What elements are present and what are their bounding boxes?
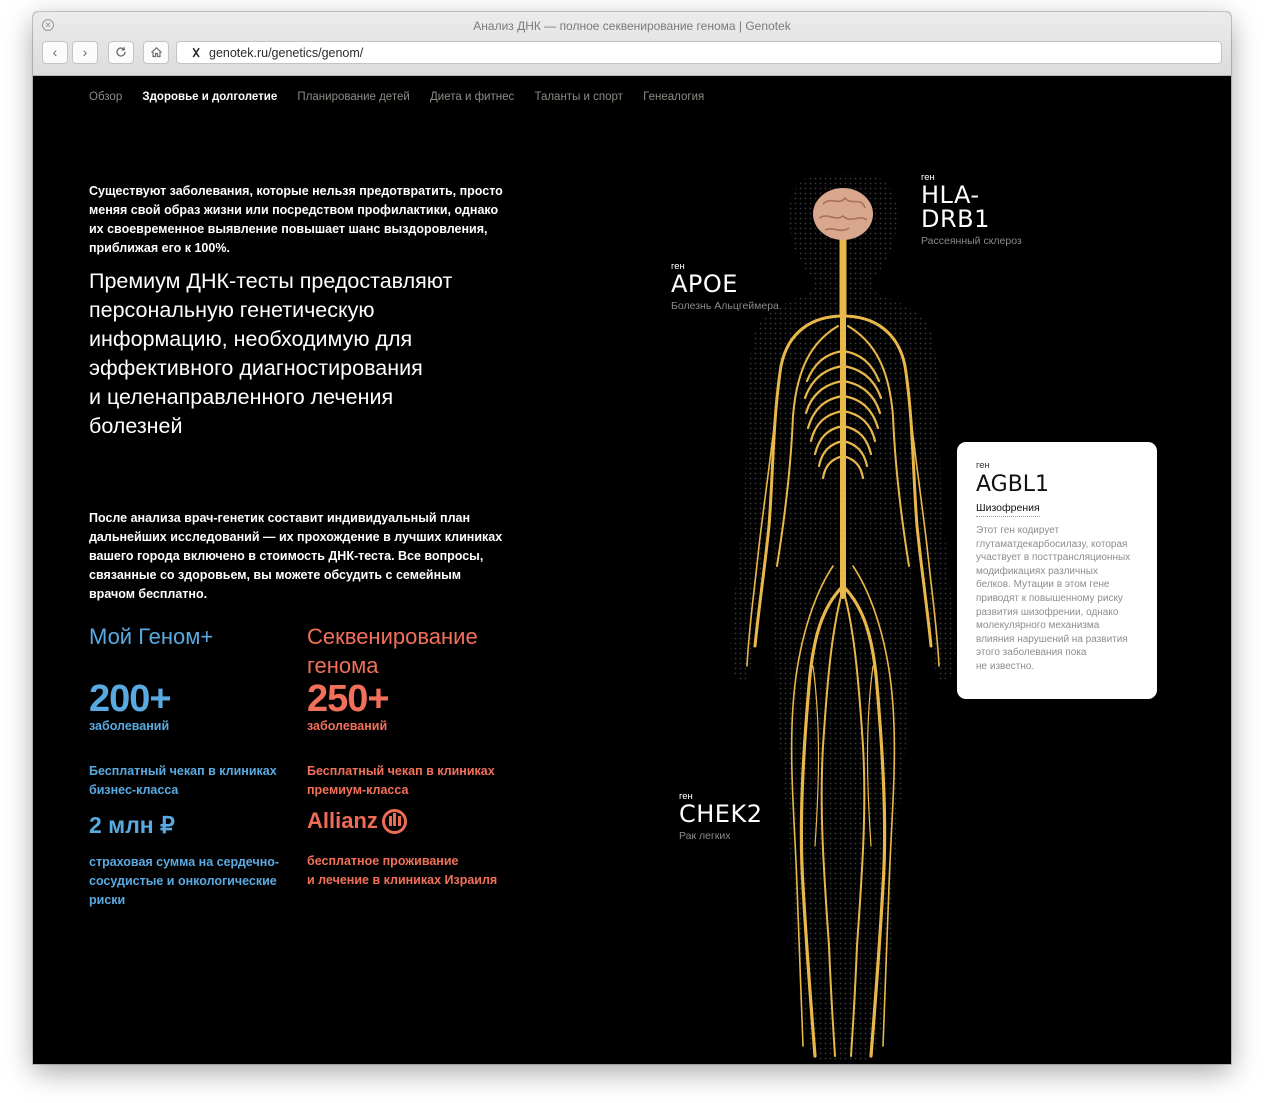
insurance-line: страховая сумма на сердечно-: [89, 855, 280, 869]
checkup-line: Бесплатный чекап в клиниках: [307, 764, 495, 778]
insurance-line: риски: [89, 893, 126, 907]
headline: [89, 267, 489, 441]
gene-name: AGBL1: [976, 472, 1050, 497]
window-title: Анализ ДНК — полное секвенирование генома | Genotek: [473, 19, 791, 33]
product-genome-plus[interactable]: [89, 622, 299, 910]
gene-label-hla[interactable]: [921, 172, 1022, 247]
product-title: Мой Геном+: [89, 624, 214, 649]
desc-line: не известно.: [976, 660, 1035, 672]
back-button[interactable]: ‹: [42, 41, 68, 64]
israel-line: и лечение в клиниках Израиля: [307, 873, 498, 887]
browser-toolbar: [33, 12, 1231, 76]
product-title: [307, 622, 527, 680]
home-button[interactable]: [143, 41, 169, 64]
nav-item-talents[interactable]: Таланты и спорт: [534, 91, 623, 103]
headline-line: и целенаправленного лечения: [89, 385, 394, 409]
doctor-line: дальнейших исследований — их прохождение в лучших клиниках: [89, 530, 503, 544]
reload-button[interactable]: [108, 41, 134, 64]
disease-count: 250+: [307, 678, 389, 720]
site-favicon-icon: 𐌗: [192, 46, 201, 60]
address-bar[interactable]: [176, 41, 1222, 64]
close-tab-icon[interactable]: ×: [42, 19, 54, 31]
nav-item-family-planning[interactable]: Планирование детей: [297, 91, 410, 103]
gene-disease: Рассеянный склероз: [921, 235, 1022, 247]
gene-description: [976, 524, 1146, 674]
browser-window: [33, 12, 1231, 1064]
gene-name: APOE: [671, 270, 738, 298]
disease-count-label: заболеваний: [307, 719, 388, 733]
section-nav: [89, 91, 721, 103]
insurance-note: [89, 853, 299, 910]
gene-label-apoe[interactable]: [671, 261, 779, 312]
disease-count: 200+: [89, 678, 171, 720]
forward-button[interactable]: ›: [72, 41, 98, 64]
gene-disease: Рак легких: [679, 830, 731, 842]
intro-line: Существуют заболевания, которые нельзя предотвратить, просто: [89, 184, 503, 198]
product-sequencing[interactable]: [307, 622, 527, 890]
desc-line: влияния нарушений на развития: [976, 633, 1128, 645]
nav-item-genealogy[interactable]: Генеалогия: [643, 91, 705, 103]
product-title-line: Секвенирование: [307, 624, 478, 649]
gene-prefix: ген: [921, 172, 935, 183]
gene-card-agbl1[interactable]: [957, 442, 1157, 699]
insurance-sum: 2 млн ₽: [89, 812, 175, 838]
doctor-line: вашего города включено в стоимость ДНК-теста. Все вопросы,: [89, 549, 484, 563]
intro-paragraph: [89, 182, 509, 258]
desc-line: Этот ген кодирует: [976, 525, 1060, 536]
doctor-line: связанные со здоровьем, вы можете обсудить с семейным: [89, 568, 462, 582]
url-text: genotek.ru/genetics/genom/: [209, 46, 364, 60]
desc-line: развития шизофрении, однако: [976, 606, 1119, 618]
intro-line: приближая его к 100%.: [89, 241, 230, 255]
gene-name-line: HLA-: [921, 181, 980, 209]
product-title-line: генома: [307, 653, 379, 678]
headline-line: болезней: [89, 414, 183, 438]
gene-label-chek2[interactable]: [679, 791, 762, 842]
nav-item-health[interactable]: Здоровье и долголетие: [142, 91, 278, 103]
doctor-line: врачом бесплатно.: [89, 587, 208, 601]
headline-line: информацию, необходимую для: [89, 327, 413, 351]
gene-name: CHEK2: [679, 800, 763, 828]
gene-disease: Шизофрения: [976, 502, 1040, 517]
checkup-line: премиум-класса: [307, 783, 409, 797]
israel-line: бесплатное проживание: [307, 854, 459, 868]
gene-prefix: ген: [679, 791, 693, 802]
gene-prefix: ген: [671, 261, 685, 272]
headline-line: эффективного диагностирования: [89, 356, 423, 380]
headline-line: персональную генетическую: [89, 298, 375, 322]
desc-line: этого заболевания пока: [976, 647, 1087, 659]
desc-line: молекулярного механизма: [976, 620, 1100, 632]
checkup-line: Бесплатный чекап в клиниках: [89, 764, 277, 778]
allianz-wordmark: Allianz: [307, 808, 378, 833]
headline-line: Премиум ДНК-тесты предоставляют: [89, 269, 453, 293]
desc-line: белков. Мутации в этом гене: [976, 579, 1110, 591]
nav-item-overview[interactable]: Обзор: [89, 91, 123, 103]
doctor-paragraph: [89, 509, 509, 604]
gene-name-line: DRB1: [921, 205, 990, 233]
checkup-text: [307, 762, 527, 800]
brain-icon: [813, 188, 873, 240]
allianz-eagle-icon: [382, 809, 407, 834]
desc-line: приводят к повышенному риску: [976, 592, 1123, 604]
gene-disease: Болезнь Альцгеймера: [671, 300, 779, 312]
disease-count-label: заболеваний: [89, 719, 170, 733]
allianz-brand: [307, 808, 527, 840]
reload-icon: [115, 46, 127, 58]
desc-line: участвует в посттрансляционных: [976, 552, 1131, 564]
intro-line: их своевременное выявление повышает шанс выздоровления,: [89, 222, 488, 236]
insurance-line: сосудистые и онкологические: [89, 874, 277, 888]
desc-line: глутаматдекарбосилазу, которая: [976, 538, 1128, 550]
gene-name: [921, 183, 1022, 231]
home-icon: [150, 46, 163, 58]
checkup-text: [89, 762, 299, 800]
page-content: [33, 76, 1231, 1064]
allianz-logo: [307, 808, 407, 834]
intro-line: меняя свой образ жизни или посредством профилактики, однако: [89, 203, 499, 217]
desc-line: модификациях различных: [976, 565, 1098, 577]
doctor-line: После анализа врач-генетик составит индивидуальный план: [89, 511, 471, 525]
nav-item-diet[interactable]: Диета и фитнес: [430, 91, 515, 103]
checkup-line: бизнес-класса: [89, 783, 179, 797]
israel-note: [307, 852, 527, 890]
gene-prefix: ген: [976, 460, 990, 471]
